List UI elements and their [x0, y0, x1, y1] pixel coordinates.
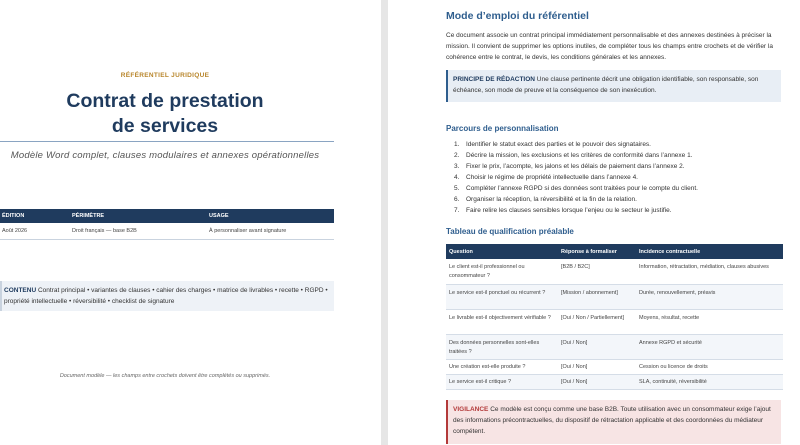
question-header: Question	[446, 244, 558, 259]
list-item	[454, 183, 784, 194]
table-row	[446, 374, 783, 389]
step-number: 2.	[454, 152, 460, 159]
table-row	[0, 223, 334, 239]
edition-value: Août 2026	[0, 223, 70, 239]
cover-footnote: Document modèle — les champs entre crochets doivent être complétés ou supprimés.	[59, 373, 271, 379]
table-row	[446, 334, 783, 359]
principle-label: PRINCIPE DE RÉDACTION	[453, 76, 535, 83]
step-number: 7.	[454, 207, 460, 214]
step-number: 6.	[454, 196, 460, 203]
step-text: Décrire la mission, les exclusions et les critères de conformité dans l’annexe 1.	[466, 152, 693, 159]
list-item	[454, 150, 784, 161]
scope-header: PÉRIMÈTRE	[70, 209, 207, 223]
impact-cell: Annexe RGPD et sécurité	[636, 334, 783, 359]
impact-cell: Durée, renouvellement, préavis	[636, 284, 783, 309]
document-subtitle: Modèle Word complet, clauses modulaires et annexes opérationnelles	[10, 150, 320, 161]
scope-value: Droit français — base B2B	[70, 223, 207, 239]
impact-header: Incidence contractuelle	[636, 244, 783, 259]
title-divider	[0, 141, 334, 142]
list-item	[454, 172, 784, 183]
instructions-page	[388, 0, 800, 445]
content-text: Contrat principal • variantes de clauses • cahier des charges • matrice de livrables • recette • RGPD • propriété intellectuelle • réversibilité • checklist de signature	[4, 287, 328, 305]
document-title-line1: Contrat de prestation	[66, 90, 264, 112]
impact-cell: SLA, continuité, réversibilité	[636, 374, 783, 389]
warning-callout	[446, 400, 781, 444]
steps-list	[454, 139, 784, 216]
answer-cell: [Oui / Non / Partiellement]	[558, 309, 636, 334]
answer-cell: [Oui / Non]	[558, 374, 636, 389]
usage-value: À personnaliser avant signature	[207, 223, 334, 239]
answer-cell: [B2B / B2C]	[558, 259, 636, 284]
warning-text: Ce modèle est conçu comme une base B2B. Toute utilisation avec un consommateur exige l’ajout des informations précontractuelles, du dispositif de rétractation applicable et des coordonnées du médiateur compétent.	[453, 406, 771, 435]
list-item	[454, 205, 784, 216]
intro-paragraph: Ce document associe un contrat principal immédiatement personnalisable et des annexes destinées à préciser la mission. Il convient de supprimer les options inutiles, de compléter tous les champs entre crochets et de vérifier la cohérence entre le contrat, le devis, les conditions générales et les annexes.	[446, 32, 773, 61]
impact-cell: Moyens, résultat, recette	[636, 309, 783, 334]
step-text: Faire relire les clauses sensibles lorsque l’enjeu ou le secteur le justifie.	[466, 207, 672, 214]
list-item	[454, 161, 784, 172]
answer-cell: [Oui / Non]	[558, 334, 636, 359]
cover-page	[0, 0, 381, 445]
principle-text: Une clause pertinente décrit une obligation identifiable, son responsable, son échéance, son mode de preuve et la conséquence de son inexécution.	[453, 76, 759, 94]
usage-header: USAGE	[207, 209, 334, 223]
list-item	[454, 194, 784, 205]
table-row	[446, 259, 783, 284]
list-item	[454, 139, 784, 150]
content-summary-box	[0, 281, 334, 311]
question-cell: Le livrable est-il objectivement vérifiable ?	[446, 309, 558, 334]
qualification-table-heading: Tableau de qualification préalable	[446, 227, 574, 236]
principle-callout	[446, 70, 781, 102]
warning-label: VIGILANCE	[453, 406, 489, 413]
step-number: 4.	[454, 174, 460, 181]
impact-cell: Cession ou licence de droits	[636, 359, 783, 374]
step-text: Compléter l’annexe RGPD si des données sont traitées pour le compte du client.	[466, 185, 698, 192]
step-text: Identifier le statut exact des parties et le pouvoir des signataires.	[466, 141, 651, 148]
edition-header: ÉDITION	[0, 209, 70, 223]
table-row	[446, 309, 783, 334]
answer-cell: [Mission / abonnement]	[558, 284, 636, 309]
step-number: 3.	[454, 163, 460, 170]
content-label: CONTENU	[4, 287, 37, 294]
answer-header: Réponse à formaliser	[558, 244, 636, 259]
question-cell: Le client est-il professionnel ou consommateur ?	[446, 259, 558, 284]
table-row	[446, 284, 783, 309]
question-cell: Des données personnelles sont-elles traitées ?	[446, 334, 558, 359]
step-number: 1.	[454, 141, 460, 148]
impact-cell: Information, rétractation, médiation, clauses abusives	[636, 259, 783, 284]
question-cell: Une création est-elle produite ?	[446, 359, 558, 374]
cover-kicker: RÉFÉRENTIEL JURIDIQUE	[120, 72, 210, 79]
answer-cell: [Oui / Non]	[558, 359, 636, 374]
step-text: Choisir le régime de propriété intellectuelle dans l’annexe 4.	[466, 174, 638, 181]
edition-table	[0, 209, 334, 240]
step-text: Organiser la réception, la réversibilité et la fin de la relation.	[466, 196, 637, 203]
question-cell: Le service est-il critique ?	[446, 374, 558, 389]
qualification-table	[446, 244, 783, 390]
parcours-heading: Parcours de personnalisation	[446, 124, 559, 133]
question-cell: Le service est-il ponctuel ou récurrent ?	[446, 284, 558, 309]
step-text: Fixer le prix, l’acompte, les jalons et les délais de paiement dans l’annexe 2.	[466, 163, 685, 170]
table-row	[446, 359, 783, 374]
document-title	[0, 89, 330, 139]
section-heading: Mode d’emploi du référentiel	[446, 10, 589, 22]
step-number: 5.	[454, 185, 460, 192]
document-title-line2: de services	[111, 115, 219, 137]
